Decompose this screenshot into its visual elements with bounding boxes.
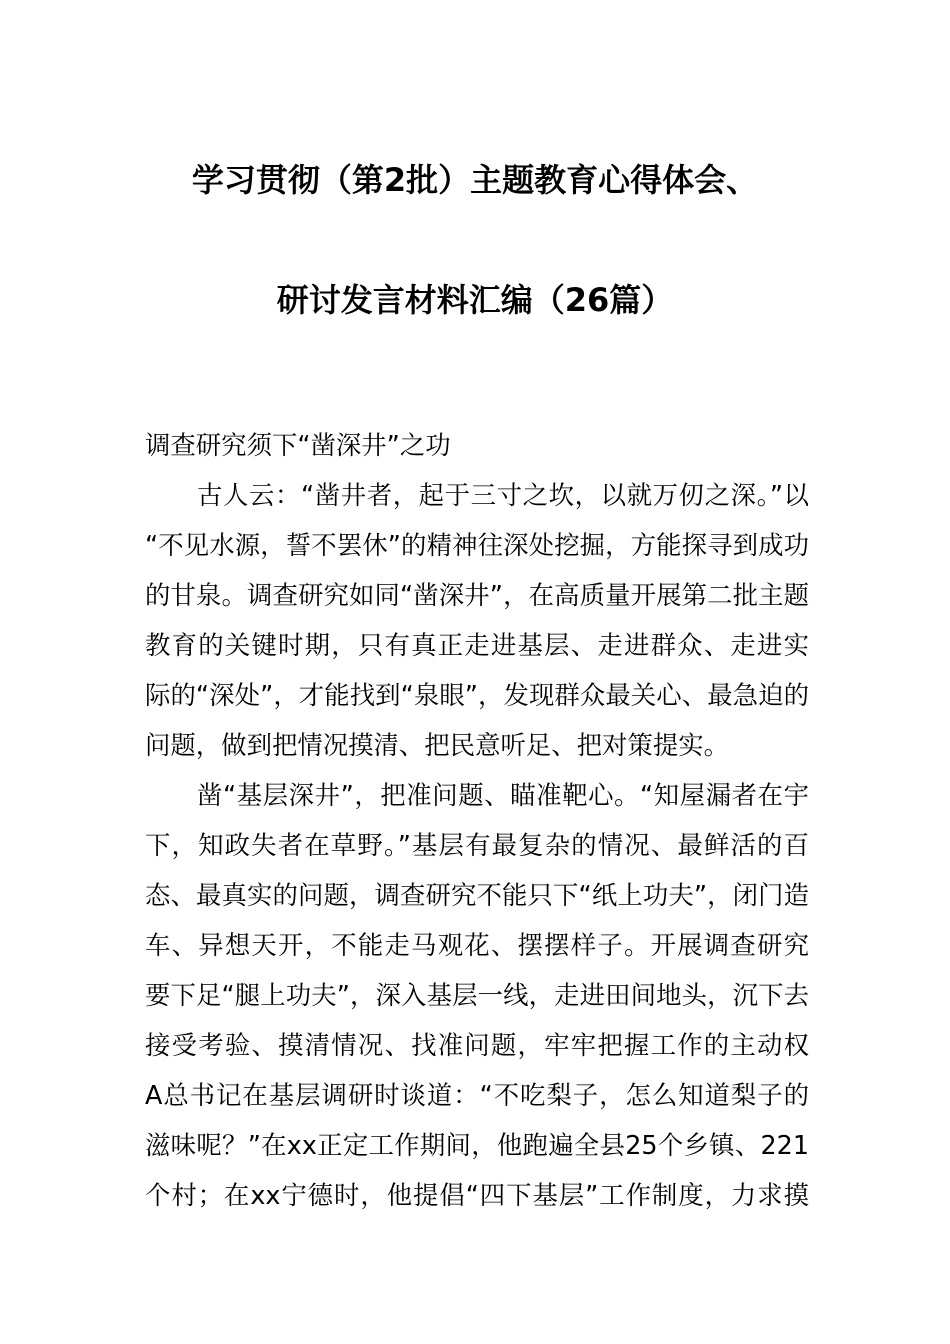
paragraph-line: 滋味呢？”在xx正定工作期间，他跑遍全县25个乡镇、221 — [145, 1130, 809, 1160]
section-heading: 调查研究须下“凿深井”之功 — [145, 430, 451, 460]
document-title-line-2: 研讨发言材料汇编（26篇） — [276, 281, 674, 319]
paragraph-line: 古人云：“凿井者，起于三寸之坎，以就万仞之深。”以 — [197, 480, 809, 510]
paragraph-line: 凿“基层深井”，把准问题、瞄准靶心。“知屋漏者在宇 — [197, 780, 809, 810]
paragraph-line: 接受考验、摸清情况、找准问题，牢牢把握工作的主动权 — [145, 1030, 809, 1060]
paragraph-line: 问题，做到把情况摸清、把民意听足、把对策提实。 — [145, 730, 729, 760]
paragraph-line: 的甘泉。调查研究如同“凿深井”，在高质量开展第二批主题 — [145, 580, 809, 610]
paragraph-line: 车、异想天开，不能走马观花、摆摆样子。开展调查研究 — [145, 930, 809, 960]
paragraph-line: 个村；在xx宁德时，他提倡“四下基层”工作制度，力求摸 — [145, 1180, 809, 1210]
paragraph-line: 态、最真实的问题，调查研究不能只下“纸上功夫”，闭门造 — [145, 880, 809, 910]
paragraph-line: 际的“深处”，才能找到“泉眼”，发现群众最关心、最急迫的 — [145, 680, 809, 710]
paragraph-line: 教育的关键时期，只有真正走进基层、走进群众、走进实 — [145, 630, 809, 660]
paragraph-line: 下，知政失者在草野。”基层有最复杂的情况、最鲜活的百 — [145, 830, 809, 860]
paragraph-line: A总书记在基层调研时谈道：“不吃梨子，怎么知道梨子的 — [145, 1080, 809, 1110]
document-title-line-1: 学习贯彻（第2批）主题教育心得体会、 — [191, 161, 759, 199]
paragraph-line: “不见水源，誓不罢休”的精神往深处挖掘，方能探寻到成功 — [145, 530, 809, 560]
document-body — [145, 420, 809, 1220]
paragraph-line: 要下足“腿上功夫”，深入基层一线，走进田间地头，沉下去 — [145, 980, 809, 1010]
